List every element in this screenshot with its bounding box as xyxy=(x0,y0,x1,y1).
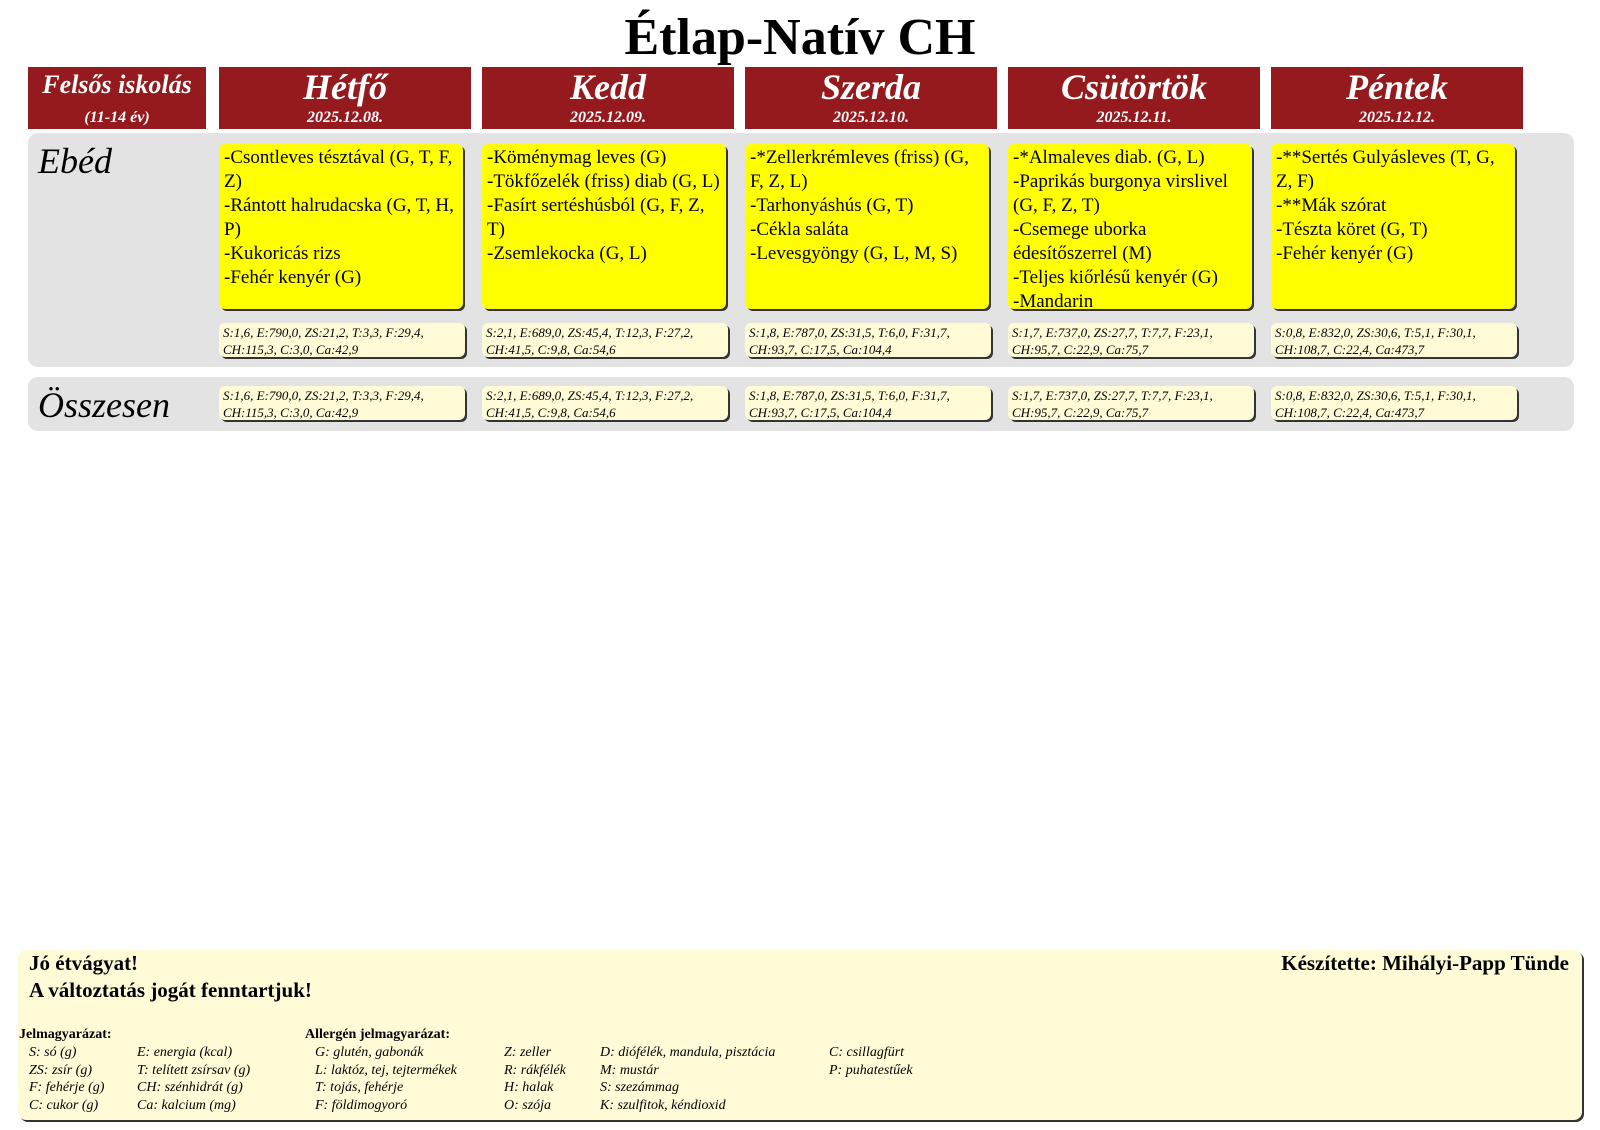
menu-item: -**Sertés Gulyásleves (T, G, Z, F) xyxy=(1276,147,1495,192)
nutrition-line: S:1,8, E:787,0, ZS:31,5, T:6,0, F:31,7, xyxy=(749,325,950,340)
menu-item: -Zsemlekocka (G, L) xyxy=(487,243,647,264)
nutrition-line: S:2,1, E:689,0, ZS:45,4, T:12,3, F:27,2, xyxy=(486,388,694,403)
allergen-legend-title: Allergén jelmagyarázat: xyxy=(305,1027,450,1042)
nutrition-line: S:1,6, E:790,0, ZS:21,2, T:3,3, F:29,4, xyxy=(223,388,424,403)
day-header-thursday xyxy=(1008,67,1260,129)
nutrition-line: CH:93,7, C:17,5, Ca:104,4 xyxy=(749,342,892,357)
allergen-item: L: laktóz, tej, tejtermékek xyxy=(315,1062,457,1078)
nutrition-line: CH:41,5, C:9,8, Ca:54,6 xyxy=(486,405,616,420)
menu-item: -Fasírt sertéshúsból (G, F, Z, T) xyxy=(487,195,705,240)
legend-column-1 xyxy=(29,1044,104,1114)
allergen-item: C: csillagfürt xyxy=(829,1045,905,1060)
allergen-column-4 xyxy=(829,1044,913,1079)
lunch-nutrition-monday xyxy=(219,323,465,357)
page-title: Étlap-Natív CH xyxy=(624,9,976,66)
menu-item: -Kukoricás rizs xyxy=(224,243,341,264)
allergen-item: M: mustár xyxy=(600,1062,659,1078)
menu-card-friday xyxy=(1271,144,1515,309)
nutrition-line: CH:41,5, C:9,8, Ca:54,6 xyxy=(486,342,616,357)
nutrition-line: S:1,8, E:787,0, ZS:31,5, T:6,0, F:31,7, xyxy=(749,388,950,403)
allergen-item: Z: zeller xyxy=(504,1045,552,1060)
nutrition-line: S:1,6, E:790,0, ZS:21,2, T:3,3, F:29,4, xyxy=(223,325,424,340)
allergen-column-2 xyxy=(504,1044,566,1114)
legend-item: T: telített zsírsav (g) xyxy=(137,1062,251,1078)
nutrition-line: S:1,7, E:737,0, ZS:27,7, T:7,7, F:23,1, xyxy=(1012,388,1213,403)
menu-item: -Teljes kiőrlésű kenyér (G) xyxy=(1013,267,1218,288)
lunch-nutrition-tuesday xyxy=(482,323,728,357)
legend-item: S: só (g) xyxy=(29,1045,77,1060)
allergen-item: P: puhatestűek xyxy=(829,1062,913,1078)
group-age: (11-14 év) xyxy=(84,109,150,126)
lunch-nutrition-wednesday xyxy=(745,323,991,357)
menu-item: -Tészta köret (G, T) xyxy=(1276,219,1428,240)
footer-panel xyxy=(18,950,1582,1120)
nutrition-line: CH:95,7, C:22,9, Ca:75,7 xyxy=(1012,342,1149,357)
nutrition-line: CH:115,3, C:3,0, Ca:42,9 xyxy=(223,405,359,420)
allergen-column-1 xyxy=(315,1044,457,1114)
total-nutrition-wednesday xyxy=(745,386,991,420)
day-date: 2025.12.12. xyxy=(1359,109,1435,126)
footer-messages xyxy=(29,950,312,1004)
day-name: Csütörtök xyxy=(1060,67,1208,107)
lunch-nutrition-friday xyxy=(1271,323,1517,357)
legend-title: Jelmagyarázat: xyxy=(19,1027,112,1042)
allergen-item: G: glutén, gabonák xyxy=(315,1045,424,1060)
nutrition-line: CH:108,7, C:22,4, Ca:473,7 xyxy=(1275,405,1425,420)
rights-reserved-text: A változtatás jogát fenntartjuk! xyxy=(29,978,312,1002)
nutrition-line: CH:108,7, C:22,4, Ca:473,7 xyxy=(1275,342,1425,357)
nutrition-line: S:0,8, E:832,0, ZS:30,6, T:5,1, F:30,1, xyxy=(1275,388,1476,403)
total-nutrition-friday xyxy=(1271,386,1517,420)
day-name: Péntek xyxy=(1346,67,1448,107)
day-date: 2025.12.08. xyxy=(307,109,383,126)
menu-card-thursday xyxy=(1008,144,1252,312)
menu-item: -Cékla saláta xyxy=(750,219,849,240)
menu-item: -Fehér kenyér (G) xyxy=(1276,243,1414,264)
nutrition-line: S:1,7, E:737,0, ZS:27,7, T:7,7, F:23,1, xyxy=(1012,325,1213,340)
menu-item: -Tarhonyáshús (G, T) xyxy=(750,195,914,216)
menu-item: -Rántott halrudacska (G, T, H, P) xyxy=(224,195,454,240)
allergen-item: F: földimogyoró xyxy=(315,1097,408,1113)
menu-item: -Paprikás burgonya virslivel (G, F, Z, T) xyxy=(1013,171,1228,216)
day-header-tuesday xyxy=(482,67,734,129)
day-name: Hétfő xyxy=(303,67,387,107)
group-name: Felsős iskolás xyxy=(42,70,192,99)
day-name: Szerda xyxy=(820,67,922,107)
allergen-item: H: halak xyxy=(504,1080,554,1095)
day-header-wednesday xyxy=(745,67,997,129)
menu-item: -Tökfőzelék (friss) diab (G, L) xyxy=(487,171,720,192)
day-date: 2025.12.09. xyxy=(570,109,646,126)
menu-item: -Csemege uborka édesítőszerrel (M) xyxy=(1013,219,1152,264)
allergen-item: R: rákfélék xyxy=(504,1062,566,1078)
nutrition-line: CH:93,7, C:17,5, Ca:104,4 xyxy=(749,405,892,420)
menu-item: -**Mák szórat xyxy=(1276,195,1387,216)
total-row-label: Összesen xyxy=(38,385,170,425)
total-nutrition-monday xyxy=(219,386,465,420)
allergen-item: S: szezámmag xyxy=(600,1080,679,1095)
menu-item: -Fehér kenyér (G) xyxy=(224,267,362,288)
menu-item: -*Almaleves diab. (G, L) xyxy=(1013,147,1205,168)
group-header xyxy=(28,67,206,129)
day-date: 2025.12.11. xyxy=(1096,109,1172,126)
total-nutrition-thursday xyxy=(1008,386,1254,420)
allergen-item: T: tojás, fehérje xyxy=(315,1080,404,1095)
menu-card-wednesday xyxy=(745,144,989,309)
day-header-friday xyxy=(1271,67,1523,129)
allergen-item: K: szulfitok, kéndioxid xyxy=(600,1097,726,1113)
menu-item: -*Zellerkrémleves (friss) (G, F, Z, L) xyxy=(750,147,969,192)
allergen-item: D: diófélék, mandula, pisztácia xyxy=(600,1045,776,1060)
menu-card-monday xyxy=(219,144,463,309)
nutrition-line: CH:115,3, C:3,0, Ca:42,9 xyxy=(223,342,359,357)
total-nutrition-tuesday xyxy=(482,386,728,420)
nutrition-line: S:0,8, E:832,0, ZS:30,6, T:5,1, F:30,1, xyxy=(1275,325,1476,340)
nutrition-line: S:2,1, E:689,0, ZS:45,4, T:12,3, F:27,2, xyxy=(486,325,694,340)
menu-card-tuesday xyxy=(482,144,726,309)
day-name: Kedd xyxy=(570,67,646,107)
day-date: 2025.12.10. xyxy=(833,109,909,126)
menu-item: -Mandarin xyxy=(1013,291,1094,312)
legend-item: ZS: zsír (g) xyxy=(29,1062,93,1078)
lunch-nutrition-thursday xyxy=(1008,323,1254,357)
lunch-row-label: Ebéd xyxy=(38,141,112,181)
legend-item: Ca: kalcium (mg) xyxy=(137,1097,236,1113)
menu-item: -Köménymag leves (G) xyxy=(487,147,667,168)
legend-item: E: energia (kcal) xyxy=(137,1045,233,1060)
bon-appetit-text: Jó étvágyat! xyxy=(29,951,139,975)
legend-column-2 xyxy=(137,1044,250,1114)
allergen-column-3 xyxy=(600,1044,775,1114)
author-credit: Készítette: Mihályi-Papp Tünde xyxy=(1281,951,1569,975)
legend-item: C: cukor (g) xyxy=(29,1097,99,1113)
legend-item: F: fehérje (g) xyxy=(29,1080,105,1095)
menu-item: -Csontleves tésztával (G, T, F, Z) xyxy=(224,147,453,192)
menu-item: -Levesgyöngy (G, L, M, S) xyxy=(750,243,958,264)
allergen-item: O: szója xyxy=(504,1097,552,1113)
nutrition-line: CH:95,7, C:22,9, Ca:75,7 xyxy=(1012,405,1149,420)
legend-item: CH: szénhidrát (g) xyxy=(137,1080,243,1095)
day-header-monday xyxy=(219,67,471,129)
